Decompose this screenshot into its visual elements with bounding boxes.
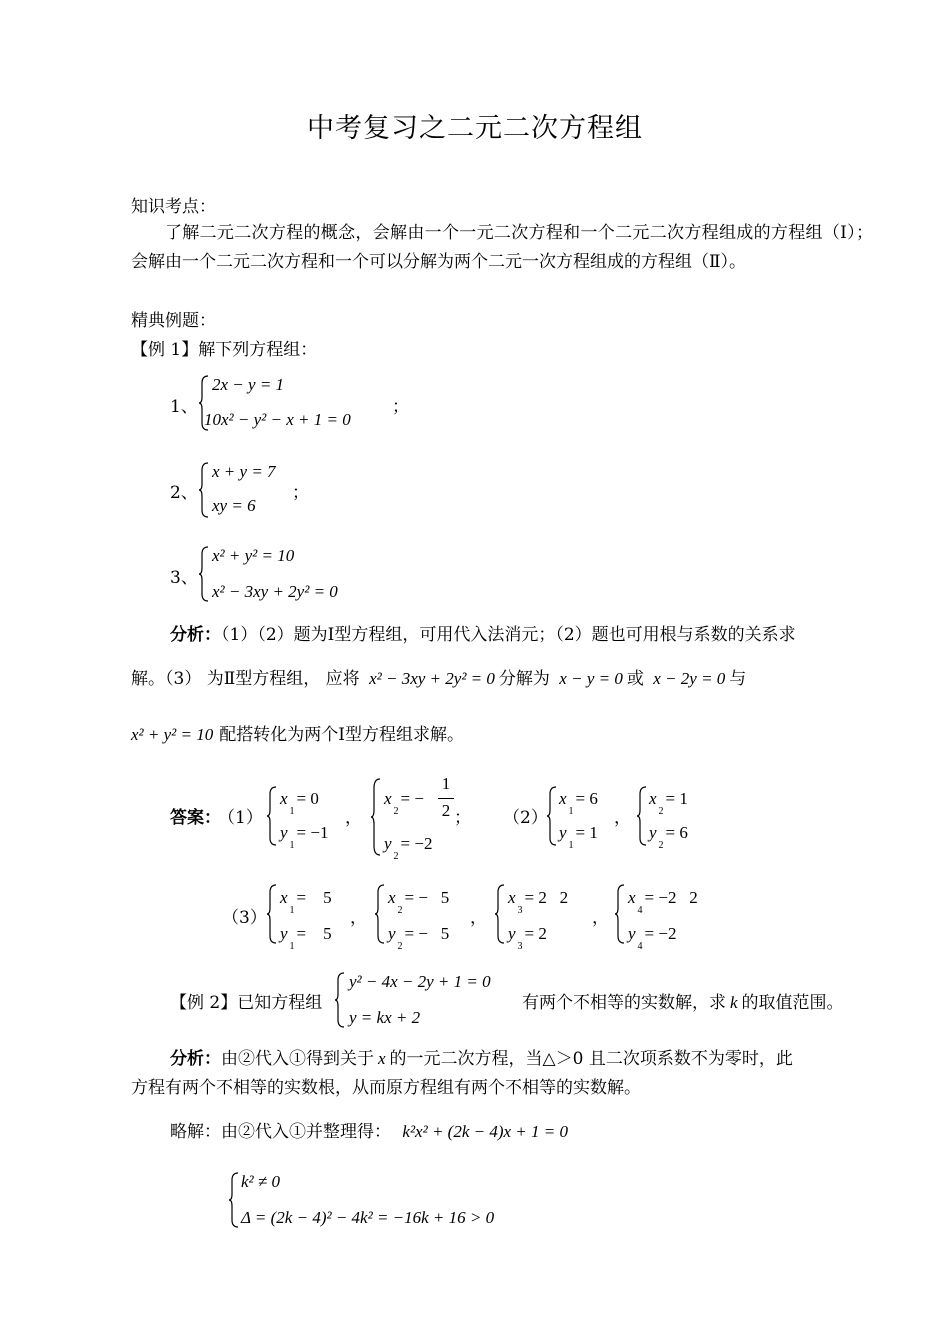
answer1-x2-val: = − — [400, 789, 424, 808]
example2-analysis-line1 — [170, 1044, 793, 1069]
problem3-eq2: x² − 3xy + 2y² = 0 — [212, 582, 338, 601]
example2-label-k: k — [730, 993, 738, 1012]
answer3-x4: $x_4= -2$ 2 — [628, 888, 698, 916]
answer2-y2-val: = 6 — [665, 823, 688, 842]
answer3-x1-val: = 5 — [296, 888, 332, 907]
analysis1-text3: 配搭转化为两个Ⅰ型方程组求解。 — [219, 725, 464, 745]
problem1-end: ； — [392, 397, 409, 417]
answer3-y4: $y_4= -2$ — [628, 924, 677, 952]
answer3-x2-val: = − 5 — [404, 888, 450, 907]
answer1-brace-b — [370, 778, 382, 856]
answer3-comma-1: ， — [350, 908, 367, 928]
fraction-bar — [438, 798, 454, 799]
example2-sketch-label: 略解：由②代入①并整理得： — [170, 1122, 391, 1142]
answer3-y2-val: = − 5 — [404, 924, 450, 943]
example2-analysis-x: x — [378, 1049, 386, 1068]
answer1-tag: （1） — [218, 808, 263, 828]
analysis1-eq: x² − 3xy + 2y² = 0 — [369, 669, 495, 688]
example2-analysis-label: 分析： — [170, 1049, 221, 1069]
example2-analysis-line2: 方程有两个不相等的实数根，从而原方程组有两个不相等的实数解。 — [131, 1078, 641, 1098]
answer1-y2: $y_2= -2$ — [384, 834, 433, 862]
example2-conditions-brace — [228, 1172, 240, 1228]
problem2-eq1: x + y = 7 — [212, 462, 276, 481]
example2-label-b: 有两个不相等的实数解，求 — [522, 993, 726, 1013]
example2-analysis-1b: 的一元二次方程，当△＞0 且二次项系数不为零时，此 — [389, 1049, 793, 1069]
example2-sketch — [170, 1117, 568, 1142]
problem1-number: 1、 — [170, 397, 198, 417]
example2-brace — [334, 972, 346, 1028]
answer3-y1: $y_1=$ 5 — [280, 924, 332, 952]
problem2-number: 2、 — [170, 483, 198, 503]
example1-label: 【例 1】解下列方程组： — [131, 340, 318, 360]
problem1-eq2: 10x² − y² − x + 1 = 0 — [204, 410, 351, 429]
answer1-y1-val: = −1 — [296, 823, 329, 842]
knowledge-heading: 知识考点： — [131, 197, 216, 217]
fraction-numerator: 1 — [441, 774, 451, 793]
analysis1-text2b: 分解为 — [498, 669, 550, 689]
problem2-end: ； — [292, 483, 309, 503]
answer1-brace-a — [266, 786, 278, 846]
answer1-fraction — [438, 774, 454, 821]
analysis1-text2d: 与 — [729, 669, 747, 689]
analysis1-eq3: x − 2y = 0 — [653, 669, 726, 688]
example2-label-c: 的取值范围。 — [741, 993, 844, 1013]
answer3-y3: $y_3= 2$ — [508, 924, 547, 952]
example2-cond1: k² ≠ 0 — [241, 1172, 280, 1191]
analysis1-text2a: 解。（3） 为Ⅱ型方程组， 应将 — [131, 669, 360, 689]
answer3-x3: $x_3= 2$ 2 — [508, 888, 569, 916]
answer3-brace-2 — [374, 884, 386, 944]
answer3-y2: $y_2= - 5$ — [388, 924, 450, 952]
problem2-eq2: xy = 6 — [212, 496, 256, 515]
problem3-brace — [198, 546, 210, 602]
example2-eq2: y = kx + 2 — [349, 1008, 421, 1027]
analysis1-eq2: x − y = 0 — [559, 669, 623, 688]
problem1-eq1: 2x − y = 1 — [212, 375, 285, 394]
page-title: 中考复习之二元二次方程组 — [307, 113, 643, 144]
example2-eq1: y² − 4x − 2y + 1 = 0 — [349, 972, 491, 991]
answer1-comma: ， — [345, 808, 362, 828]
answer2-brace-a — [546, 786, 558, 846]
answer3-x1: $x_1=$ 5 — [280, 888, 332, 916]
answer2-y1: $y_1= 1$ — [559, 823, 598, 851]
answer3-y1-val: = 5 — [296, 924, 332, 943]
answer1-x2: $x_2=$ − — [384, 789, 424, 817]
fraction-denominator: 2 — [441, 801, 451, 820]
problem3-number: 3、 — [170, 568, 198, 588]
answer3-x2: $x_2= - 5$ — [388, 888, 450, 916]
answer3-y3-val: = 2 — [524, 924, 547, 943]
answer1-x1-val: = 0 — [296, 789, 319, 808]
example2-cond2: Δ = (2k − 4)² − 4k² = −16k + 16 > 0 — [241, 1208, 495, 1227]
answer1-y2-val: = −2 — [400, 834, 433, 853]
answer3-x4-val: = −2 2 — [644, 888, 698, 907]
analysis1-line2 — [131, 664, 746, 689]
answer1-x1: $x_1= 0$ — [280, 789, 319, 817]
problem2-brace — [198, 462, 210, 518]
examples-heading: 精典例题： — [131, 311, 216, 331]
answer3-brace-4 — [614, 884, 626, 944]
answer3-brace-1 — [266, 884, 278, 944]
knowledge-text: 了解二元二次方程的概念，会解由一个一元二次方程和一个二元二次方程组成的方程组（Ⅰ）；会解由一个二元二次方程和一个可以分解为两个二元一次方程组成的方程组（Ⅱ）。 — [131, 223, 873, 272]
answer2-y1-val: = 1 — [575, 823, 598, 842]
analysis1-text2c: 或 — [626, 669, 644, 689]
answer-label: 答案： — [170, 808, 221, 828]
answer3-x3-val: = 2 2 — [524, 888, 569, 907]
example2-sketch-eq: k²x² + (2k − 4)x + 1 = 0 — [402, 1122, 568, 1141]
answer3-comma-3: ， — [592, 908, 609, 928]
answer1-semicolon: ； — [454, 808, 471, 828]
problem3-eq1: x² + y² = 10 — [212, 546, 295, 565]
answer2-x2-val: = 1 — [665, 789, 688, 808]
answer2-x1: $x_1= 6$ — [559, 789, 598, 817]
example2-label-rest — [522, 988, 844, 1013]
answer2-tag: （2） — [503, 808, 548, 828]
answer3-comma-2: ， — [470, 908, 487, 928]
answer3-brace-3 — [494, 884, 506, 944]
answer3-tag: （3） — [222, 908, 267, 928]
analysis1-eq4: x² + y² = 10 — [131, 725, 214, 744]
analysis1-text1: （1）（2）题为Ⅰ型方程组，可用代入法消元；（2）题也可用根与系数的关系求 — [221, 625, 796, 645]
answer1-y1: $y_1= -1$ — [280, 823, 329, 851]
answer2-brace-b — [636, 786, 648, 846]
example2-analysis-1a: 由②代入①得到关于 — [221, 1049, 374, 1069]
answer3-y4-val: = −2 — [644, 924, 677, 943]
analysis1-line3 — [131, 720, 464, 745]
analysis1-line1 — [170, 620, 796, 645]
answer2-y2: $y_2= 6$ — [649, 823, 688, 851]
answer2-x2: $x_2= 1$ — [649, 789, 688, 817]
analysis1-label: 分析： — [170, 625, 221, 645]
answer2-x1-val: = 6 — [575, 789, 598, 808]
example2-label-a: 【例 2】已知方程组 — [170, 993, 323, 1013]
answer2-comma: ， — [614, 808, 631, 828]
